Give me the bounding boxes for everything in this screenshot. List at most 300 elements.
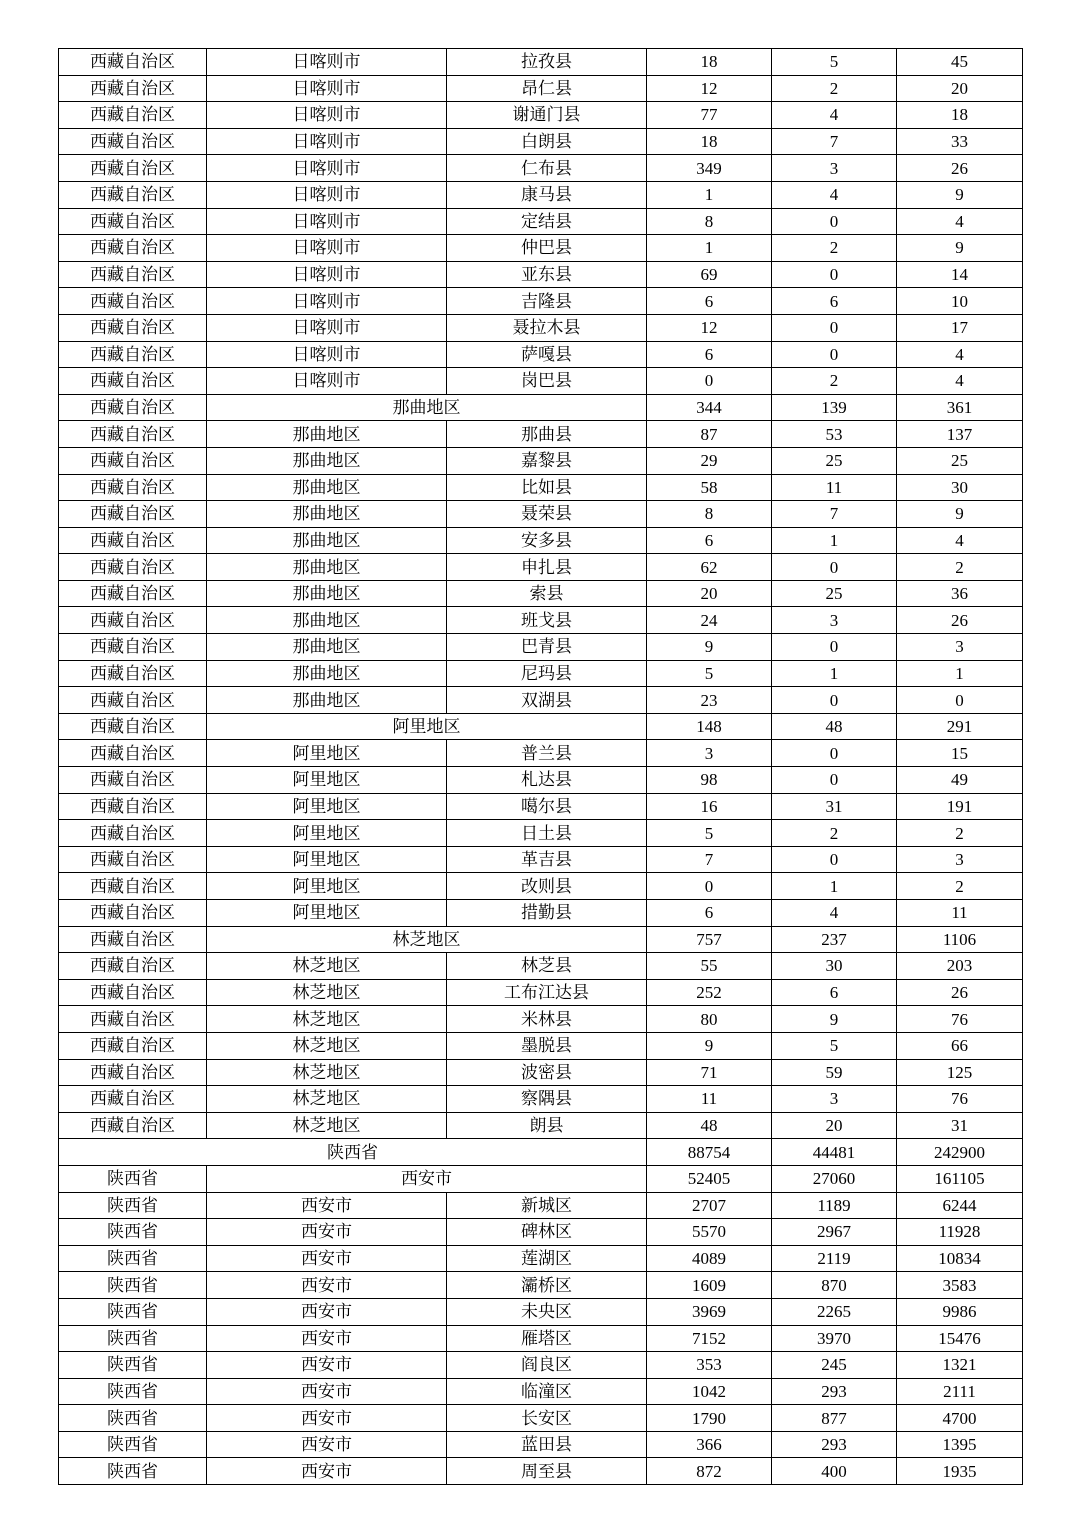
cell-value-2: 2: [772, 368, 897, 395]
table-row: [59, 767, 1023, 794]
cell-value-2: 0: [772, 314, 897, 341]
cell-value-3: 30: [897, 474, 1023, 501]
cell-county: 雁塔区: [447, 1325, 647, 1352]
table-row: [59, 128, 1023, 155]
cell-county: 尼玛县: [447, 660, 647, 687]
cell-province: 西藏自治区: [59, 820, 207, 847]
cell-value-2: 1: [772, 873, 897, 900]
cell-county: 安多县: [447, 527, 647, 554]
cell-value-3: 11: [897, 900, 1023, 927]
cell-value-1: 872: [647, 1458, 772, 1485]
cell-county: 聂拉木县: [447, 314, 647, 341]
table-row: [59, 740, 1023, 767]
cell-city: 林芝地区: [207, 1086, 447, 1113]
cell-province: 西藏自治区: [59, 979, 207, 1006]
cell-county: 巴青县: [447, 634, 647, 661]
cell-county: 定结县: [447, 208, 647, 235]
cell-value-1: 18: [647, 128, 772, 155]
cell-city: 日喀则市: [207, 261, 447, 288]
cell-value-3: 203: [897, 953, 1023, 980]
cell-province: 陕西省: [59, 1405, 207, 1432]
cell-value-1: 6: [647, 288, 772, 315]
cell-value-1: 55: [647, 953, 772, 980]
table-row: [59, 634, 1023, 661]
cell-county: 白朗县: [447, 128, 647, 155]
cell-value-3: 31: [897, 1112, 1023, 1139]
cell-value-2: 1189: [772, 1192, 897, 1219]
cell-value-3: 125: [897, 1059, 1023, 1086]
cell-province: 西藏自治区: [59, 953, 207, 980]
cell-province: 西藏自治区: [59, 501, 207, 528]
cell-province: 西藏自治区: [59, 75, 207, 102]
cell-county: 普兰县: [447, 740, 647, 767]
cell-province: 西藏自治区: [59, 1112, 207, 1139]
table-row: [59, 368, 1023, 395]
cell-county: 仁布县: [447, 155, 647, 182]
cell-city: 那曲地区: [207, 474, 447, 501]
cell-county: 朗县: [447, 1112, 647, 1139]
cell-city: 那曲地区: [207, 554, 447, 581]
cell-value-3: 4: [897, 341, 1023, 368]
cell-county: 谢通门县: [447, 102, 647, 129]
cell-value-2: 0: [772, 554, 897, 581]
cell-city: 日喀则市: [207, 102, 447, 129]
table-row: [59, 394, 1023, 421]
cell-value-2: 400: [772, 1458, 897, 1485]
cell-value-2: 2119: [772, 1245, 897, 1272]
cell-province: 西藏自治区: [59, 900, 207, 927]
cell-province: 西藏自治区: [59, 208, 207, 235]
cell-value-2: 5: [772, 49, 897, 76]
cell-county: 索县: [447, 580, 647, 607]
cell-province: 西藏自治区: [59, 1086, 207, 1113]
cell-province: 西藏自治区: [59, 767, 207, 794]
cell-value-2: 293: [772, 1431, 897, 1458]
cell-province: 陕西省: [59, 1378, 207, 1405]
cell-province-total-name: 陕西省: [59, 1139, 647, 1166]
cell-value-1: 20: [647, 580, 772, 607]
cell-city: 林芝地区: [207, 979, 447, 1006]
cell-county: 吉隆县: [447, 288, 647, 315]
cell-value-1: 6: [647, 900, 772, 927]
cell-city: 那曲地区: [207, 634, 447, 661]
cell-value-1: 5570: [647, 1219, 772, 1246]
cell-value-1: 5: [647, 660, 772, 687]
cell-value-2: 11: [772, 474, 897, 501]
cell-province: 西藏自治区: [59, 341, 207, 368]
cell-province: 西藏自治区: [59, 527, 207, 554]
cell-province: 西藏自治区: [59, 1006, 207, 1033]
cell-province: 陕西省: [59, 1458, 207, 1485]
cell-value-3: 1935: [897, 1458, 1023, 1485]
table-row: [59, 607, 1023, 634]
table-row: [59, 580, 1023, 607]
cell-value-3: 10: [897, 288, 1023, 315]
cell-value-1: 0: [647, 368, 772, 395]
cell-city: 阿里地区: [207, 846, 447, 873]
table-row: [59, 1378, 1023, 1405]
table-row: [59, 1059, 1023, 1086]
cell-value-2: 2265: [772, 1298, 897, 1325]
table-row: [59, 208, 1023, 235]
cell-city: 西安市: [207, 1378, 447, 1405]
table-row: [59, 1272, 1023, 1299]
cell-value-1: 87: [647, 421, 772, 448]
cell-city: 那曲地区: [207, 607, 447, 634]
cell-city: 那曲地区: [207, 421, 447, 448]
cell-county: 康马县: [447, 181, 647, 208]
cell-county: 蓝田县: [447, 1431, 647, 1458]
cell-city: 阿里地区: [207, 767, 447, 794]
cell-value-1: 344: [647, 394, 772, 421]
cell-value-2: 0: [772, 767, 897, 794]
cell-value-1: 1: [647, 181, 772, 208]
table-row: [59, 75, 1023, 102]
cell-value-1: 349: [647, 155, 772, 182]
cell-province: 西藏自治区: [59, 580, 207, 607]
cell-province: 陕西省: [59, 1192, 207, 1219]
cell-province: 陕西省: [59, 1325, 207, 1352]
cell-value-3: 9: [897, 501, 1023, 528]
cell-province: 西藏自治区: [59, 846, 207, 873]
cell-province: 西藏自治区: [59, 235, 207, 262]
cell-county: 双湖县: [447, 687, 647, 714]
cell-value-2: 20: [772, 1112, 897, 1139]
cell-value-3: 191: [897, 793, 1023, 820]
cell-province: 陕西省: [59, 1298, 207, 1325]
cell-value-3: 33: [897, 128, 1023, 155]
cell-value-2: 7: [772, 128, 897, 155]
cell-value-2: 0: [772, 208, 897, 235]
cell-county: 亚东县: [447, 261, 647, 288]
table-row: [59, 341, 1023, 368]
cell-city: 西安市: [207, 1245, 447, 1272]
cell-value-3: 1321: [897, 1352, 1023, 1379]
cell-province: 西藏自治区: [59, 49, 207, 76]
cell-province: 陕西省: [59, 1352, 207, 1379]
cell-city-total-name: 阿里地区: [207, 713, 647, 740]
cell-value-3: 1: [897, 660, 1023, 687]
cell-city: 阿里地区: [207, 740, 447, 767]
cell-value-3: 25: [897, 447, 1023, 474]
table-row: [59, 155, 1023, 182]
cell-city-total-name: 那曲地区: [207, 394, 647, 421]
cell-county: 拉孜县: [447, 49, 647, 76]
cell-province: 陕西省: [59, 1272, 207, 1299]
table-row: [59, 554, 1023, 581]
cell-value-2: 6: [772, 288, 897, 315]
cell-province: 西藏自治区: [59, 288, 207, 315]
cell-value-2: 4: [772, 102, 897, 129]
cell-value-2: 3970: [772, 1325, 897, 1352]
cell-city: 林芝地区: [207, 1032, 447, 1059]
table-row: [59, 314, 1023, 341]
table-row: [59, 1219, 1023, 1246]
cell-county: 米林县: [447, 1006, 647, 1033]
table-row: [59, 1165, 1023, 1192]
cell-value-2: 2: [772, 75, 897, 102]
cell-province: 西藏自治区: [59, 128, 207, 155]
cell-city: 西安市: [207, 1458, 447, 1485]
cell-value-2: 5: [772, 1032, 897, 1059]
cell-county: 噶尔县: [447, 793, 647, 820]
cell-value-3: 9: [897, 235, 1023, 262]
cell-city: 阿里地区: [207, 873, 447, 900]
cell-province: 西藏自治区: [59, 687, 207, 714]
cell-city: 日喀则市: [207, 341, 447, 368]
cell-value-1: 5: [647, 820, 772, 847]
cell-city: 日喀则市: [207, 288, 447, 315]
cell-value-1: 353: [647, 1352, 772, 1379]
table-row: [59, 527, 1023, 554]
cell-province: 陕西省: [59, 1245, 207, 1272]
cell-county: 莲湖区: [447, 1245, 647, 1272]
cell-province: 西藏自治区: [59, 181, 207, 208]
table-row: [59, 181, 1023, 208]
cell-county: 聂荣县: [447, 501, 647, 528]
cell-value-3: 18: [897, 102, 1023, 129]
cell-value-2: 30: [772, 953, 897, 980]
cell-value-3: 2: [897, 820, 1023, 847]
cell-value-1: 62: [647, 554, 772, 581]
table-row: [59, 820, 1023, 847]
table-row: [59, 49, 1023, 76]
cell-city: 西安市: [207, 1298, 447, 1325]
table-row: [59, 1032, 1023, 1059]
cell-value-2: 1: [772, 660, 897, 687]
cell-province: 西藏自治区: [59, 314, 207, 341]
cell-province: 陕西省: [59, 1165, 207, 1192]
cell-province: 西藏自治区: [59, 394, 207, 421]
cell-city: 那曲地区: [207, 501, 447, 528]
cell-value-2: 4: [772, 181, 897, 208]
cell-value-1: 88754: [647, 1139, 772, 1166]
cell-value-1: 0: [647, 873, 772, 900]
cell-value-1: 9: [647, 634, 772, 661]
cell-county: 临潼区: [447, 1378, 647, 1405]
cell-value-3: 0: [897, 687, 1023, 714]
cell-value-3: 2111: [897, 1378, 1023, 1405]
cell-value-2: 25: [772, 447, 897, 474]
cell-city: 日喀则市: [207, 128, 447, 155]
cell-county: 墨脱县: [447, 1032, 647, 1059]
cell-city: 那曲地区: [207, 447, 447, 474]
cell-province: 西藏自治区: [59, 447, 207, 474]
cell-value-1: 58: [647, 474, 772, 501]
cell-province: 西藏自治区: [59, 634, 207, 661]
cell-value-2: 7: [772, 501, 897, 528]
cell-county: 革吉县: [447, 846, 647, 873]
cell-value-2: 2967: [772, 1219, 897, 1246]
cell-city: 日喀则市: [207, 181, 447, 208]
table-row: [59, 1006, 1023, 1033]
cell-value-2: 245: [772, 1352, 897, 1379]
cell-value-1: 12: [647, 314, 772, 341]
cell-city: 林芝地区: [207, 1059, 447, 1086]
cell-value-3: 14: [897, 261, 1023, 288]
cell-city: 西安市: [207, 1272, 447, 1299]
cell-value-3: 20: [897, 75, 1023, 102]
table-row: [59, 474, 1023, 501]
cell-province: 西藏自治区: [59, 793, 207, 820]
cell-value-1: 16: [647, 793, 772, 820]
cell-value-1: 7152: [647, 1325, 772, 1352]
cell-city: 日喀则市: [207, 49, 447, 76]
cell-province: 西藏自治区: [59, 261, 207, 288]
cell-city-total-name: 林芝地区: [207, 926, 647, 953]
cell-county: 工布江达县: [447, 979, 647, 1006]
table-row: [59, 1112, 1023, 1139]
cell-city: 那曲地区: [207, 527, 447, 554]
cell-value-3: 15: [897, 740, 1023, 767]
cell-city: 日喀则市: [207, 368, 447, 395]
cell-city: 西安市: [207, 1431, 447, 1458]
cell-province: 西藏自治区: [59, 607, 207, 634]
cell-value-3: 76: [897, 1006, 1023, 1033]
cell-city: 那曲地区: [207, 580, 447, 607]
cell-county: 长安区: [447, 1405, 647, 1432]
cell-value-1: 12: [647, 75, 772, 102]
cell-county: 那曲县: [447, 421, 647, 448]
cell-county: 措勤县: [447, 900, 647, 927]
cell-value-3: 66: [897, 1032, 1023, 1059]
cell-value-1: 3: [647, 740, 772, 767]
cell-county: 仲巴县: [447, 235, 647, 262]
table-body: [59, 49, 1023, 1485]
cell-county: 未央区: [447, 1298, 647, 1325]
cell-value-2: 139: [772, 394, 897, 421]
cell-county: 萨嘎县: [447, 341, 647, 368]
cell-value-3: 6244: [897, 1192, 1023, 1219]
cell-value-2: 48: [772, 713, 897, 740]
cell-value-1: 71: [647, 1059, 772, 1086]
cell-value-1: 1790: [647, 1405, 772, 1432]
cell-value-1: 2707: [647, 1192, 772, 1219]
cell-value-1: 366: [647, 1431, 772, 1458]
cell-value-3: 161105: [897, 1165, 1023, 1192]
cell-province: 西藏自治区: [59, 713, 207, 740]
cell-province: 西藏自治区: [59, 102, 207, 129]
cell-county: 林芝县: [447, 953, 647, 980]
cell-city: 阿里地区: [207, 900, 447, 927]
cell-value-3: 137: [897, 421, 1023, 448]
cell-value-2: 3: [772, 1086, 897, 1113]
cell-value-2: 3: [772, 155, 897, 182]
cell-value-1: 23: [647, 687, 772, 714]
cell-city: 西安市: [207, 1405, 447, 1432]
cell-province: 西藏自治区: [59, 740, 207, 767]
cell-value-3: 15476: [897, 1325, 1023, 1352]
cell-value-2: 237: [772, 926, 897, 953]
cell-county: 新城区: [447, 1192, 647, 1219]
table-row: [59, 793, 1023, 820]
table-row: [59, 102, 1023, 129]
cell-value-2: 31: [772, 793, 897, 820]
table-row: [59, 846, 1023, 873]
table-row: [59, 1245, 1023, 1272]
table-row: [59, 288, 1023, 315]
cell-value-3: 3583: [897, 1272, 1023, 1299]
cell-value-1: 29: [647, 447, 772, 474]
cell-value-1: 3969: [647, 1298, 772, 1325]
cell-value-3: 361: [897, 394, 1023, 421]
cell-value-2: 25: [772, 580, 897, 607]
cell-value-3: 17: [897, 314, 1023, 341]
cell-province: 西藏自治区: [59, 873, 207, 900]
cell-province: 西藏自治区: [59, 1032, 207, 1059]
cell-province: 西藏自治区: [59, 474, 207, 501]
cell-value-3: 49: [897, 767, 1023, 794]
cell-value-1: 1609: [647, 1272, 772, 1299]
cell-city: 日喀则市: [207, 314, 447, 341]
cell-value-2: 0: [772, 846, 897, 873]
table-row: [59, 1431, 1023, 1458]
cell-value-2: 1: [772, 527, 897, 554]
table-row: [59, 979, 1023, 1006]
cell-city: 林芝地区: [207, 953, 447, 980]
cell-value-3: 3: [897, 634, 1023, 661]
table-row: [59, 261, 1023, 288]
cell-city: 西安市: [207, 1219, 447, 1246]
cell-value-2: 2: [772, 235, 897, 262]
cell-province: 西藏自治区: [59, 421, 207, 448]
table-row: [59, 1458, 1023, 1485]
cell-value-2: 0: [772, 634, 897, 661]
cell-county: 碑林区: [447, 1219, 647, 1246]
cell-value-2: 0: [772, 687, 897, 714]
cell-value-2: 3: [772, 607, 897, 634]
cell-county: 比如县: [447, 474, 647, 501]
table-row: [59, 1298, 1023, 1325]
table-row: [59, 1086, 1023, 1113]
cell-value-1: 52405: [647, 1165, 772, 1192]
cell-value-1: 6: [647, 527, 772, 554]
cell-city: 西安市: [207, 1192, 447, 1219]
cell-value-3: 26: [897, 979, 1023, 1006]
cell-city: 日喀则市: [207, 155, 447, 182]
cell-province: 西藏自治区: [59, 554, 207, 581]
cell-value-2: 877: [772, 1405, 897, 1432]
cell-value-2: 44481: [772, 1139, 897, 1166]
table-row: [59, 1405, 1023, 1432]
cell-city: 日喀则市: [207, 208, 447, 235]
cell-value-2: 27060: [772, 1165, 897, 1192]
cell-value-2: 53: [772, 421, 897, 448]
cell-value-2: 4: [772, 900, 897, 927]
cell-value-1: 252: [647, 979, 772, 1006]
cell-province: 陕西省: [59, 1219, 207, 1246]
cell-value-3: 26: [897, 155, 1023, 182]
table-row: [59, 926, 1023, 953]
cell-value-1: 4089: [647, 1245, 772, 1272]
cell-value-2: 2: [772, 820, 897, 847]
cell-city: 西安市: [207, 1352, 447, 1379]
cell-value-1: 148: [647, 713, 772, 740]
cell-value-3: 4: [897, 527, 1023, 554]
table-row: [59, 900, 1023, 927]
cell-value-3: 4700: [897, 1405, 1023, 1432]
cell-value-1: 48: [647, 1112, 772, 1139]
cell-province: 陕西省: [59, 1431, 207, 1458]
cell-value-1: 98: [647, 767, 772, 794]
cell-province: 西藏自治区: [59, 926, 207, 953]
table-row: [59, 421, 1023, 448]
cell-city: 日喀则市: [207, 235, 447, 262]
cell-value-1: 1: [647, 235, 772, 262]
cell-city: 那曲地区: [207, 660, 447, 687]
cell-value-3: 76: [897, 1086, 1023, 1113]
cell-value-2: 0: [772, 261, 897, 288]
